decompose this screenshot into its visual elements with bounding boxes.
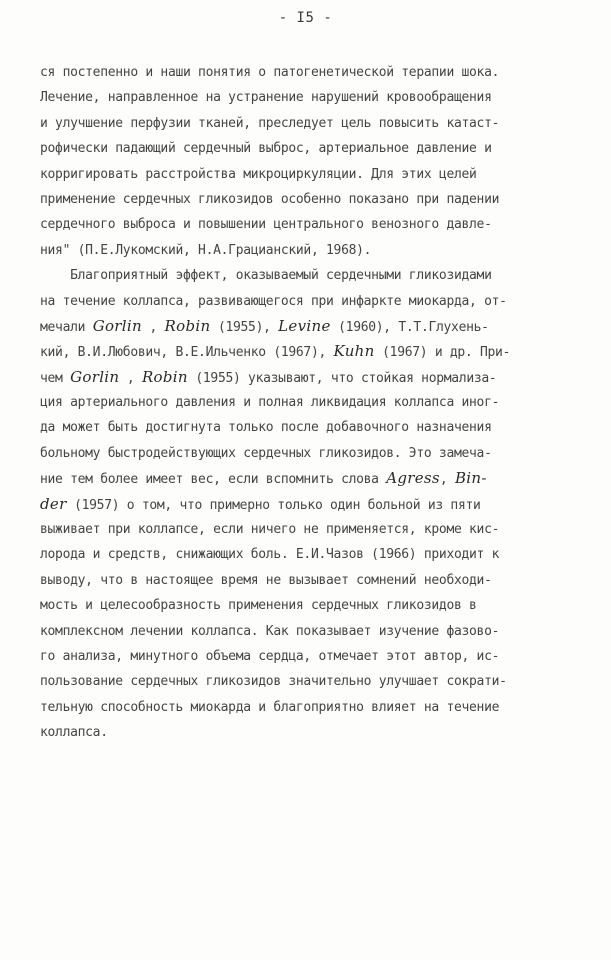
typed-text: тельную способность миокарда и благоприятно влияет на течение: [40, 699, 500, 715]
text-line: [40, 111, 580, 136]
typed-text: применение сердечных гликозидов особенно показано при падении: [40, 191, 500, 207]
handwritten-name: Kuhn: [333, 342, 375, 361]
typed-text: Благоприятный эффект, оказываемый сердечными гликозидами: [40, 268, 492, 284]
text-line: [40, 695, 580, 720]
typed-text: сердечного выброса и повышении центрального венозного давле-: [40, 217, 492, 233]
typed-text: выживает при коллапсе, если ничего не применяется, кроме кис-: [40, 522, 500, 538]
text-line: [40, 365, 580, 390]
handwritten-name: Gorlin: [92, 316, 142, 335]
handwritten-name: Robin: [164, 316, 211, 335]
text-line: [40, 136, 580, 161]
typed-text: ния" (П.Е.Лукомский, Н.А.Грацианский, 1968).: [40, 242, 372, 258]
typed-text: кий, В.И.Любович, В.Е.Ильченко (1967),: [40, 345, 334, 361]
text-line: [40, 441, 580, 466]
typed-text: ,: [141, 319, 165, 335]
text-line: [40, 517, 580, 542]
typed-text: ция артериального давления и полная ликвидация коллапса иног-: [40, 395, 500, 411]
text-line: [40, 415, 580, 440]
typed-text: (1960), Т.Т.Глухень-: [330, 319, 489, 335]
handwritten-name: Levine: [278, 316, 331, 335]
typed-text: корригировать расстройства микроциркуляции. Для этих целей: [40, 166, 477, 182]
text-line: [40, 669, 580, 694]
handwritten-name: Agress: [386, 469, 440, 488]
typed-text: пользование сердечных гликозидов значительно улучшает сократи-: [40, 674, 507, 690]
typed-text: рофически падающий сердечный выброс, артериальное давление и: [40, 141, 492, 157]
typed-text: ние тем более имеет вес, если вспомнить слова: [40, 472, 387, 488]
typed-text: (1955),: [210, 319, 279, 335]
text-line: [40, 619, 580, 644]
text-line: [40, 289, 580, 314]
typed-text: комплексном лечении коллапса. Как показывает изучение фазово-: [40, 623, 500, 639]
typed-text: выводу, что в настоящее время не вызывает сомнений необходи-: [40, 572, 492, 588]
typed-text: чем: [40, 370, 71, 386]
text-line: [40, 593, 580, 618]
text-line: [40, 542, 580, 567]
text-line: [40, 720, 580, 745]
typed-text: да может быть достигнута только после добавочного назначения: [40, 420, 492, 436]
body-text: [40, 60, 580, 746]
typed-text: на течение коллапса, развивающегося при инфаркте миокарда, от-: [40, 293, 507, 309]
handwritten-name: der: [40, 494, 67, 513]
typed-text: (1957) о том, что примерно только один больной из пяти: [66, 497, 481, 513]
text-line: [40, 263, 580, 288]
typed-text: ,: [439, 472, 455, 488]
typed-text: больному быстродействующих сердечных гликозидов. Это замеча-: [40, 445, 492, 461]
text-line: [40, 212, 580, 237]
typed-text: го анализа, минутного объема сердца, отмечает этот автор, ис-: [40, 648, 500, 664]
text-line: [40, 238, 580, 263]
typed-text: (1967) и др. При-: [374, 345, 511, 361]
typed-text: мечали: [40, 319, 93, 335]
typed-text: коллапса.: [40, 725, 108, 741]
handwritten-name: Robin: [141, 367, 188, 386]
text-line: [40, 187, 580, 212]
typed-text: Лечение, направленное на устранение нарушений кровообращения: [40, 90, 492, 106]
typed-text: ся постепенно и наши понятия о патогенетической терапии шока.: [40, 65, 500, 80]
handwritten-name: Gorlin: [70, 367, 120, 386]
text-line: [40, 85, 580, 110]
typed-text: лорода и средств, снижающих боль. Е.И.Чазов (1966) приходит к: [40, 547, 500, 563]
text-line: [40, 60, 580, 85]
typed-text: (1955) указывают, что стойкая нормализа-: [187, 370, 497, 386]
text-line: [40, 390, 580, 415]
text-line: [40, 644, 580, 669]
page-number: - I5 -: [278, 10, 333, 26]
handwritten-name: Bin-: [454, 469, 487, 488]
typed-text: и улучшение перфузии тканей, преследует цель повысить катаст-: [40, 115, 500, 131]
text-line: [40, 466, 580, 491]
text-line: [40, 568, 580, 593]
typed-text: мость и целесообразность применения сердечных гликозидов в: [40, 598, 477, 614]
text-line: [40, 162, 580, 187]
text-line: [40, 314, 580, 339]
typed-text: ,: [119, 370, 142, 386]
text-line: [40, 339, 580, 364]
text-line: [40, 492, 580, 517]
